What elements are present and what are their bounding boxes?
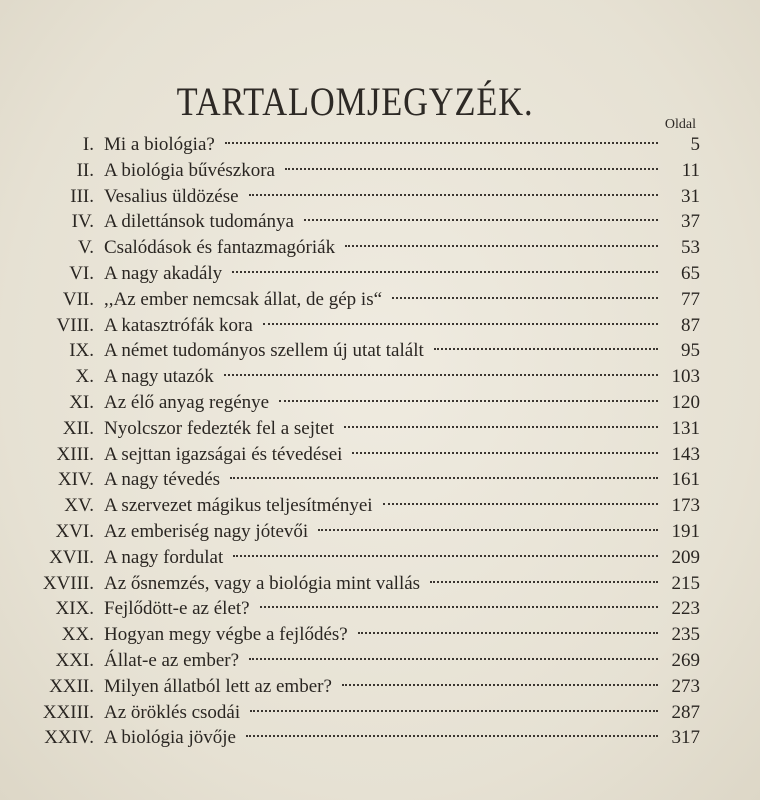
toc-entry-line [104, 648, 700, 674]
dot-leader [344, 426, 658, 428]
chapter-number: XVI. [55, 521, 94, 542]
toc-entry-line [104, 596, 700, 622]
toc-entry-line [104, 622, 700, 648]
page-number: 53 [681, 237, 700, 259]
chapter-title: ,,Az ember nemcsak állat, de gép is“ [104, 288, 383, 310]
toc-entry-line [104, 261, 700, 287]
toc-entry-line [104, 287, 700, 313]
page-number: 95 [681, 340, 700, 362]
dot-leader [246, 735, 658, 737]
toc-entry [0, 467, 760, 493]
chapter-title: A biológia jövője [104, 727, 236, 749]
page-number: 131 [671, 417, 700, 439]
chapter-title: A szervezet mágikus teljesítményei [104, 495, 373, 517]
toc-entry [0, 674, 760, 700]
page-number: 269 [671, 650, 700, 671]
toc-entry-line [104, 674, 700, 700]
page-title: TARTALOMJEGYZÉK. [176, 79, 534, 124]
chapter-title: A nagy fordulat [104, 546, 224, 568]
toc-entry [0, 700, 760, 726]
chapter-title: A dilettánsok tudománya [104, 211, 294, 233]
chapter-title: A német tudományos szellem új utat talált [104, 340, 424, 362]
dot-leader [232, 271, 658, 273]
toc-entry-line [104, 519, 700, 545]
dot-leader [383, 503, 658, 505]
chapter-title: Állat-e az ember? [104, 650, 240, 671]
page-number: 161 [671, 469, 700, 491]
chapter-title: A katasztrófák kora [104, 314, 253, 336]
chapter-title: A sejttan igazságai és tévedései [104, 443, 343, 465]
chapter-title: A nagy utazók [104, 366, 214, 388]
toc-entry-line [104, 338, 700, 364]
toc-entry-line [104, 442, 700, 468]
chapter-title: Hogyan megy végbe a fejlődés? [104, 624, 348, 646]
toc-entry [0, 338, 760, 364]
page-number: 37 [681, 211, 700, 233]
dot-leader [224, 374, 658, 376]
page-number: 5 [690, 134, 700, 155]
toc-entry-line [104, 545, 700, 571]
chapter-number: XXIV. [44, 727, 94, 749]
page-number: 143 [671, 443, 700, 465]
toc-entry-line [104, 158, 700, 184]
page-number: 209 [671, 546, 700, 568]
page-number: 273 [671, 675, 700, 697]
dot-leader [358, 632, 658, 634]
toc-entry [0, 545, 760, 571]
toc-entry [0, 132, 760, 158]
dot-leader [304, 219, 658, 221]
toc-entry [0, 493, 760, 519]
dot-leader [342, 684, 658, 686]
page-number: 31 [681, 185, 700, 207]
chapter-number: XIX. [55, 598, 94, 620]
toc-entry [0, 622, 760, 648]
page-number: 223 [671, 598, 700, 620]
chapter-number: VIII. [56, 314, 94, 336]
dot-leader [285, 168, 658, 170]
chapter-number: IV. [71, 211, 94, 233]
page-number: 287 [671, 701, 700, 723]
dot-leader [225, 142, 658, 144]
toc-entry-line [104, 209, 700, 235]
dot-leader [233, 555, 658, 557]
toc-entry [0, 158, 760, 184]
chapter-number: XI. [69, 392, 94, 413]
page-number: 215 [671, 572, 700, 594]
chapter-title: Nyolcszor fedezték fel a sejtet [104, 417, 334, 439]
toc-entry-line [104, 725, 700, 751]
toc-entry-line [104, 364, 700, 390]
chapter-title: Az öröklés csodái [104, 701, 241, 723]
chapter-number: V. [77, 237, 94, 259]
toc-entry-line [104, 493, 700, 519]
dot-leader [260, 606, 658, 608]
chapter-number: XIII. [56, 443, 94, 465]
chapter-title: Csalódások és fantazmagóriák [104, 237, 336, 259]
chapter-title: Az ősnemzés, vagy a biológia mint vallás [104, 572, 421, 594]
chapter-number: II. [76, 159, 94, 181]
dot-leader [249, 194, 658, 196]
dot-leader [352, 452, 658, 454]
chapter-title: Az élő anyag regénye [104, 392, 270, 413]
dot-leader [318, 529, 658, 531]
toc-entry-line [104, 416, 700, 442]
toc-entry-line [104, 390, 700, 416]
page-number: 103 [671, 366, 700, 388]
toc-entry [0, 648, 760, 674]
chapter-number: XXII. [49, 675, 94, 697]
page-number: 11 [681, 159, 700, 181]
chapter-number: XVIII. [42, 572, 94, 594]
chapter-title: A biológia bűvészkora [104, 159, 275, 181]
dot-leader [263, 323, 658, 325]
dot-leader [279, 400, 658, 402]
chapter-number: I. [82, 134, 94, 155]
chapter-number: XXI. [55, 650, 94, 671]
page-number: 120 [671, 392, 700, 413]
page-number: 77 [681, 288, 700, 310]
toc-entry-line [104, 571, 700, 597]
toc-entry-line [104, 235, 700, 261]
toc-entry [0, 184, 760, 210]
toc-entry [0, 209, 760, 235]
dot-leader [250, 710, 658, 712]
toc-entry-line [104, 313, 700, 339]
page-column-label: Oldal [664, 117, 696, 132]
toc-entry [0, 596, 760, 622]
dot-leader [392, 297, 658, 299]
toc-entry [0, 364, 760, 390]
chapter-title: Milyen állatból lett az ember? [104, 675, 332, 697]
toc-entry [0, 390, 760, 416]
chapter-number: XXIII. [42, 701, 94, 723]
chapter-title: A nagy akadály [104, 263, 223, 284]
toc-entry [0, 725, 760, 751]
page-number: 87 [681, 314, 700, 336]
chapter-number: XII. [62, 417, 94, 439]
toc-entry-line [104, 467, 700, 493]
page-number: 191 [671, 521, 700, 542]
toc-entry [0, 261, 760, 287]
dot-leader [345, 245, 658, 247]
dot-leader [249, 658, 658, 660]
chapter-number: VII. [62, 288, 94, 310]
chapter-number: XVII. [49, 546, 94, 568]
toc-entry [0, 313, 760, 339]
page-number: 65 [681, 263, 700, 284]
dot-leader [230, 477, 658, 479]
chapter-title: Mi a biológia? [104, 134, 215, 155]
chapter-number: XX. [61, 624, 94, 646]
chapter-number: XIV. [57, 469, 94, 491]
chapter-title: Az emberiség nagy jótevői [104, 521, 309, 542]
chapter-number: III. [70, 185, 94, 207]
toc-entry [0, 235, 760, 261]
chapter-title: Vesalius üldözése [104, 185, 239, 207]
page-number: 317 [671, 727, 700, 749]
toc-entry-line [104, 132, 700, 158]
toc-entry [0, 442, 760, 468]
toc-entry [0, 519, 760, 545]
chapter-number: XV. [64, 495, 94, 517]
chapter-number: X. [75, 366, 94, 388]
toc-entry [0, 287, 760, 313]
chapter-title: Fejlődött-e az élet? [104, 598, 250, 620]
toc-entry-line [104, 700, 700, 726]
chapter-number: IX. [69, 340, 94, 362]
toc-entry-line [104, 184, 700, 210]
toc-entry [0, 571, 760, 597]
page-number: 173 [671, 495, 700, 517]
chapter-title: A nagy tévedés [104, 469, 221, 491]
dot-leader [434, 348, 658, 350]
dot-leader [430, 581, 658, 583]
toc-entry [0, 416, 760, 442]
page-number: 235 [671, 624, 700, 646]
chapter-number: VI. [69, 263, 94, 284]
